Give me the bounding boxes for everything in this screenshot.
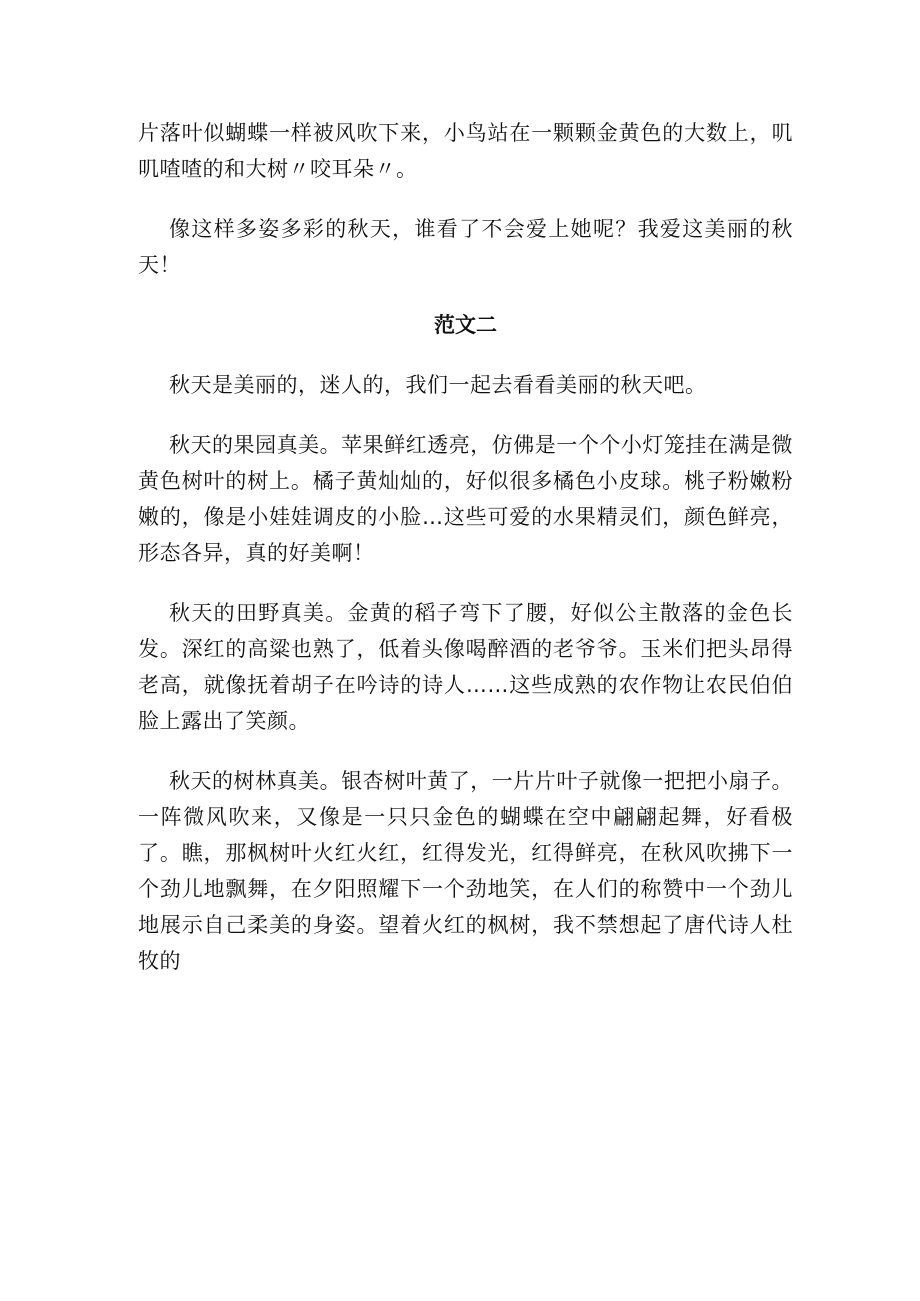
paragraph-intro: 秋天是美丽的，迷人的，我们一起去看看美丽的秋天吧。 [169, 373, 707, 397]
document-page [138, 115, 793, 979]
paragraph-conclusion: 像这样多姿多彩的秋天，谁看了不会爱上她呢？我爱这美丽的秋天！ [138, 217, 793, 277]
paragraph-forest: 秋天的树林真美。银杏树叶黄了，一片片叶子就像一把把小扇子。一阵微风吹来，又像是一只只金色的蝴蝶在空中翩翩起舞，好看极了。瞧，那枫树叶火红火红，红得发光，红得鲜亮，在秋风吹拂下一个劲儿地飘舞，在夕阳照耀下一个劲地笑，在人们的称赞中一个劲儿地展示自己柔美的身姿。望着火红的枫树，我不禁想起了唐代诗人杜牧的 [138, 769, 793, 973]
section-title: 范文二 [434, 313, 497, 337]
paragraph-continuation: 片落叶似蝴蝶一样被风吹下来，小鸟站在一颗颗金黄色的大数上，叽叽喳喳的和大树〃咬耳朵〃。 [138, 121, 793, 181]
paragraph-orchard: 秋天的果园真美。苹果鲜红透亮，仿佛是一个个小灯笼挂在满是微黄色树叶的树上。橘子黄灿灿的，好似很多橘色小皮球。桃子粉嫩粉嫩的，像是小娃娃调皮的小脸…这些可爱的水果精灵们，颜色鲜亮，形态各异，真的好美啊！ [138, 433, 793, 565]
paragraph-fields: 秋天的田野真美。金黄的稻子弯下了腰，好似公主散落的金色长发。深红的高粱也熟了，低着头像喝醉酒的老爷爷。玉米们把头昂得老高，就像抚着胡子在吟诗的诗人……这些成熟的农作物让农民伯伯脸上露出了笑颜。 [138, 601, 793, 733]
